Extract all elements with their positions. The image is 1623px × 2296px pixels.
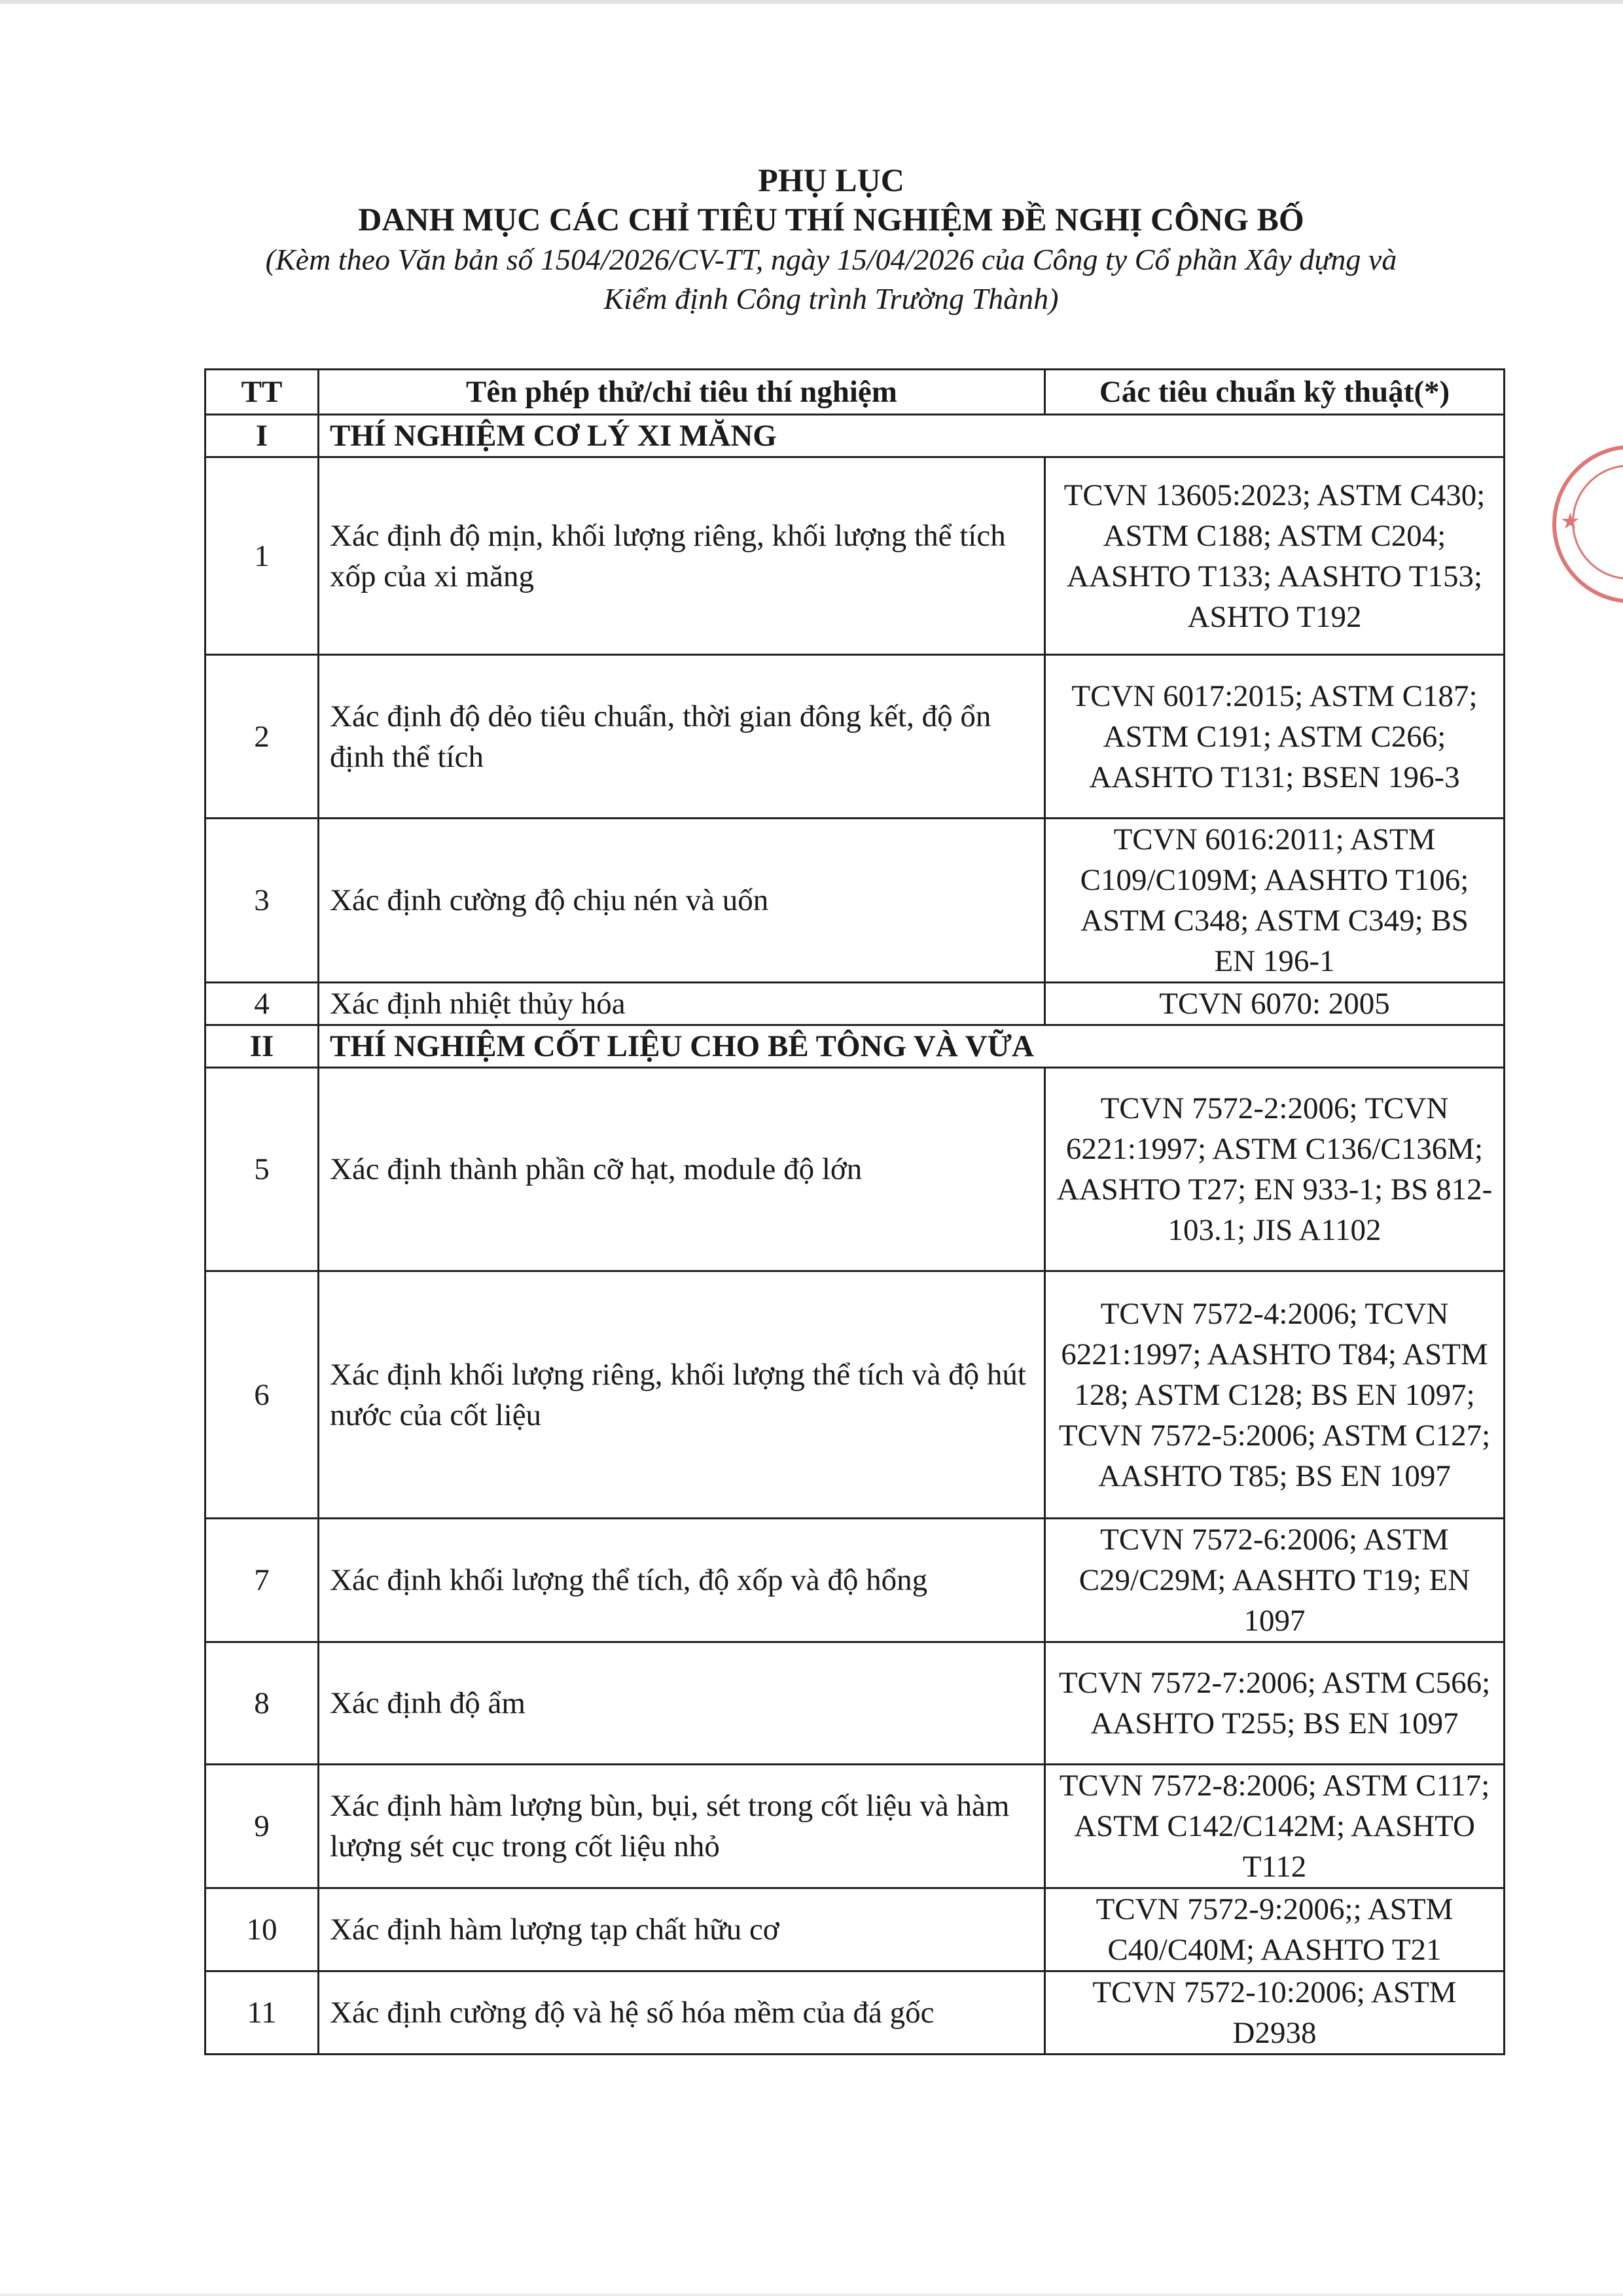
table-row: [205, 983, 1505, 1025]
table-row: [205, 1642, 1505, 1765]
row-number: 9: [205, 1765, 319, 1888]
column-header-standards: Các tiêu chuẩn kỹ thuật(*): [1045, 370, 1505, 415]
table-row: [205, 819, 1505, 983]
section-number: II: [205, 1025, 319, 1068]
column-header-tt: TT: [205, 370, 319, 415]
row-number: 2: [205, 655, 319, 819]
row-standards: TCVN 13605:2023; ASTM C430; ASTM C188; ASTM C204; AASHTO T133; AASHTO T153; ASHTO T192: [1045, 457, 1505, 655]
row-number: 1: [205, 457, 319, 655]
table-row: [205, 1765, 1505, 1888]
appendix-title: PHỤ LỤC: [758, 162, 904, 198]
row-number: 3: [205, 819, 319, 983]
table-row: [205, 1888, 1505, 1971]
company-seal-stamp: [1552, 445, 1623, 603]
appendix-note: (Kèm theo Văn bản số 1504/2026/CV-TT, ngày 15/04/2026 của Công ty Cổ phần Xây dựng và Kiểm định Công trình Trường Thành): [265, 243, 1397, 315]
row-number: 7: [205, 1519, 319, 1642]
scan-edge-bottom: [0, 2293, 1623, 2296]
section-row-aggregate: [205, 1025, 1505, 1068]
column-header-test: Tên phép thử/chỉ tiêu thí nghiệm: [319, 370, 1045, 415]
row-test-name: Xác định cường độ và hệ số hóa mềm của đá gốc: [319, 1971, 1045, 2055]
table-row: [205, 1519, 1505, 1642]
row-number: 8: [205, 1642, 319, 1765]
row-test-name: Xác định khối lượng thể tích, độ xốp và độ hổng: [319, 1519, 1045, 1642]
table-row: [205, 1068, 1505, 1271]
table-row: [205, 655, 1505, 819]
section-title: THÍ NGHIỆM CƠ LÝ XI MĂNG: [319, 415, 1505, 457]
document-header: [196, 160, 1466, 319]
section-row-cement: [205, 415, 1505, 457]
row-number: 11: [205, 1971, 319, 2055]
seal-star-icon: ★: [1560, 510, 1580, 534]
row-standards: TCVN 7572-10:2006; ASTM D2938: [1045, 1971, 1505, 2055]
table-header-row: [205, 370, 1505, 415]
row-standards: TCVN 7572-4:2006; TCVN 6221:1997; AASHTO T84; ASTM 128; ASTM C128; BS EN 1097; TCVN 7572-5:2006; ASTM C127; AASHTO T85; BS EN 1097: [1045, 1271, 1505, 1519]
section-number: I: [205, 415, 319, 457]
row-number: 5: [205, 1068, 319, 1271]
row-number: 6: [205, 1271, 319, 1519]
scan-edge-top: [0, 0, 1623, 4]
row-standards: TCVN 7572-7:2006; ASTM C566; AASHTO T255; BS EN 1097: [1045, 1642, 1505, 1765]
row-test-name: Xác định độ ẩm: [319, 1642, 1045, 1765]
section-title: THÍ NGHIỆM CỐT LIỆU CHO BÊ TÔNG VÀ VỮA: [319, 1025, 1505, 1068]
row-test-name: Xác định khối lượng riêng, khối lượng thể tích và độ hút nước của cốt liệu: [319, 1271, 1045, 1519]
row-number: 4: [205, 983, 319, 1025]
table-row: [205, 457, 1505, 655]
row-standards: TCVN 6070: 2005: [1045, 983, 1505, 1025]
row-number: 10: [205, 1888, 319, 1971]
table-row: [205, 1271, 1505, 1519]
table-row: [205, 1971, 1505, 2055]
row-standards: TCVN 7572-6:2006; ASTM C29/C29M; AASHTO T19; EN 1097: [1045, 1519, 1505, 1642]
row-test-name: Xác định hàm lượng tạp chất hữu cơ: [319, 1888, 1045, 1971]
row-test-name: Xác định hàm lượng bùn, bụi, sét trong cốt liệu và hàm lượng sét cục trong cốt liệu nhỏ: [319, 1765, 1045, 1888]
row-test-name: Xác định nhiệt thủy hóa: [319, 983, 1045, 1025]
row-standards: TCVN 7572-8:2006; ASTM C117; ASTM C142/C142M; AASHTO T112: [1045, 1765, 1505, 1888]
row-standards: TCVN 7572-9:2006;; ASTM C40/C40M; AASHTO T21: [1045, 1888, 1505, 1971]
row-test-name: Xác định độ dẻo tiêu chuẩn, thời gian đông kết, độ ổn định thể tích: [319, 655, 1045, 819]
appendix-subtitle: DANH MỤC CÁC CHỈ TIÊU THÍ NGHIỆM ĐỀ NGHỊ CÔNG BỐ: [358, 201, 1304, 238]
row-test-name: Xác định cường độ chịu nén và uốn: [319, 819, 1045, 983]
row-standards: TCVN 6016:2011; ASTM C109/C109M; AASHTO T106; ASTM C348; ASTM C349; BS EN 196-1: [1045, 819, 1505, 983]
row-standards: TCVN 7572-2:2006; TCVN 6221:1997; ASTM C136/C136M; AASHTO T27; EN 933-1; BS 812-103.1; JIS A1102: [1045, 1068, 1505, 1271]
row-test-name: Xác định độ mịn, khối lượng riêng, khối lượng thể tích xốp của xi măng: [319, 457, 1045, 655]
test-criteria-table: [204, 368, 1505, 2055]
row-standards: TCVN 6017:2015; ASTM C187; ASTM C191; ASTM C266; AASHTO T131; BSEN 196-3: [1045, 655, 1505, 819]
row-test-name: Xác định thành phần cỡ hạt, module độ lớn: [319, 1068, 1045, 1271]
